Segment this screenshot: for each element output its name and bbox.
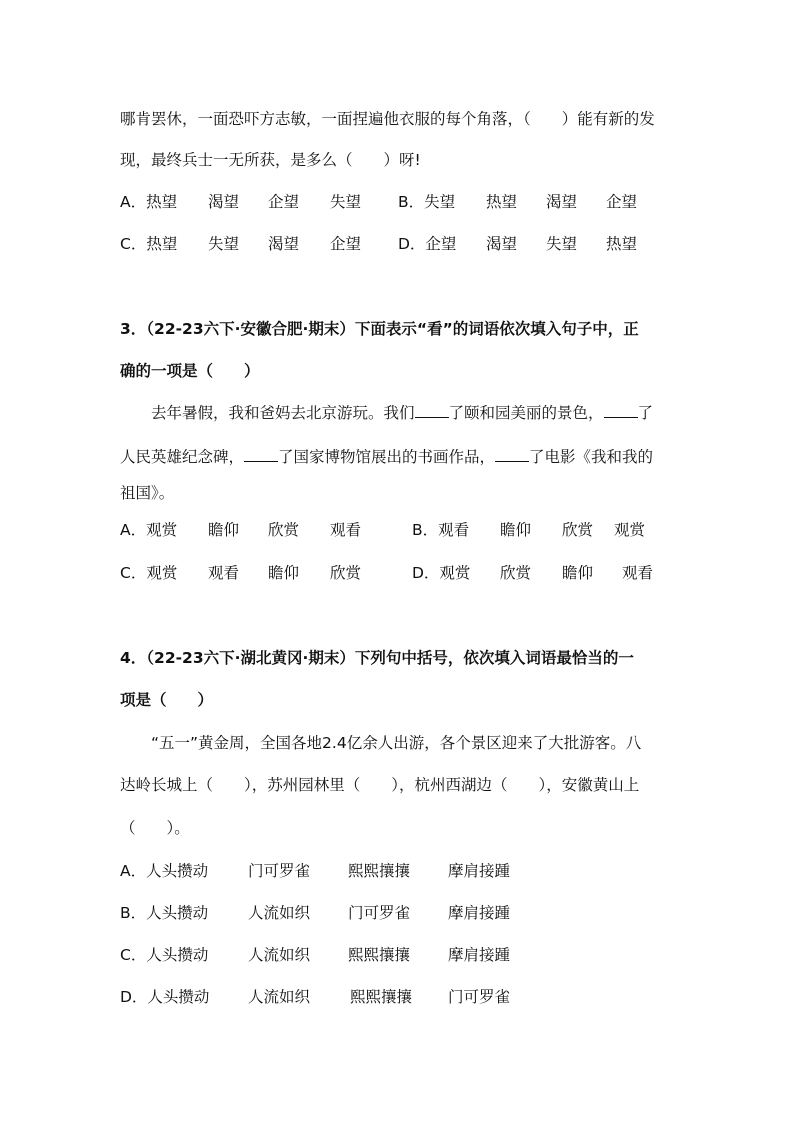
q3-option-b-word-2: 瞻仰 bbox=[500, 521, 532, 539]
q4-passage-line-2: 达岭长城上（ ），苏州园林里（ ），杭州西湖边（ ），安徽黄山上 bbox=[120, 776, 640, 794]
q3-passage-text-2: 了颐和园美丽的景色， bbox=[448, 404, 604, 422]
q2-option-a-word-3: 企望 bbox=[268, 193, 300, 211]
q4-option-b-word-3: 门可罗雀 bbox=[348, 904, 411, 922]
q3-blank-1[interactable] bbox=[415, 403, 449, 418]
q3-passage-text-1: 去年暑假，我和爸妈去北京游玩。我们 bbox=[151, 404, 415, 422]
q4-option-c-word-3: 熙熙攘攘 bbox=[348, 946, 411, 964]
q3-option-d-word-2: 欣赏 bbox=[500, 564, 532, 582]
q3-option-c[interactable]: C．观赏 bbox=[120, 564, 178, 582]
q4-passage-text-1: “五一”黄金周，全国各地2.4亿余人出游，各个景区迎来了大批游客。八 bbox=[151, 734, 642, 752]
q2-stem-line-1: 哪肯罢休，一面恐吓方志敏，一面捏遍他衣服的每个角落，（ ）能有新的发 bbox=[120, 110, 655, 128]
q4-title-line-1: 4．（22-23六下·湖北黄冈·期末）下列句中括号，依次填入词语最恰当的一 bbox=[120, 649, 634, 667]
q3-blank-3[interactable] bbox=[244, 447, 278, 462]
q4-option-b-word-2: 人流如织 bbox=[248, 904, 311, 922]
q3-option-c-word-4: 欣赏 bbox=[330, 564, 362, 582]
q4-option-d[interactable]: D．人头攒动 bbox=[120, 988, 210, 1006]
q3-title-line-2: 确的一项是（ ） bbox=[120, 362, 260, 380]
q3-option-b-word-3: 欣赏 bbox=[562, 521, 594, 539]
q3-passage-line-1 bbox=[120, 403, 680, 423]
q3-option-c-word-3: 瞻仰 bbox=[268, 564, 300, 582]
q3-option-a-word-2: 瞻仰 bbox=[208, 521, 240, 539]
q4-option-d-word-4: 门可罗雀 bbox=[448, 988, 511, 1006]
q3-passage-text-3: 了 bbox=[637, 404, 654, 422]
q4-option-d-word-2: 人流如织 bbox=[248, 988, 311, 1006]
q3-passage-line-2 bbox=[120, 447, 680, 467]
q4-passage-line-3: （ ）。 bbox=[120, 819, 190, 837]
q2-option-d-word-4: 热望 bbox=[606, 235, 638, 253]
q2-option-a[interactable]: A．热望 bbox=[120, 193, 178, 211]
q3-passage-text-6: 了电影《我和我的 bbox=[529, 448, 654, 466]
q2-option-d-word-3: 失望 bbox=[546, 235, 578, 253]
q3-passage-line-3: 祖国》。 bbox=[120, 484, 175, 502]
q2-option-a-word-4: 失望 bbox=[330, 193, 362, 211]
q4-passage-line-1 bbox=[120, 733, 680, 753]
q2-option-d-word-2: 渴望 bbox=[486, 235, 518, 253]
q4-option-b-word-4: 摩肩接踵 bbox=[448, 904, 511, 922]
q2-option-c[interactable]: C．热望 bbox=[120, 235, 178, 253]
q3-option-d-word-3: 瞻仰 bbox=[562, 564, 594, 582]
q3-blank-4[interactable] bbox=[495, 447, 529, 462]
q3-option-a-word-3: 欣赏 bbox=[268, 521, 300, 539]
q3-option-b[interactable]: B．观看 bbox=[412, 521, 470, 539]
q2-stem-line-2: 现，最终兵士一无所获，是多么（ ）呀! bbox=[120, 151, 421, 169]
q3-title-line-1: 3．（22-23六下·安徽合肥·期末）下面表示“看”的词语依次填入句子中，正 bbox=[120, 320, 639, 338]
q3-option-b-word-4: 观赏 bbox=[614, 521, 646, 539]
q2-option-b-word-2: 热望 bbox=[486, 193, 518, 211]
q3-option-a[interactable]: A．观赏 bbox=[120, 521, 178, 539]
q3-option-c-word-2: 观看 bbox=[208, 564, 240, 582]
q4-title-line-2: 项是（ ） bbox=[120, 691, 214, 709]
q3-passage-text-5: 了国家博物馆展出的书画作品， bbox=[278, 448, 496, 466]
q4-option-a-word-4: 摩肩接踵 bbox=[448, 862, 511, 880]
q2-option-a-word-2: 渴望 bbox=[208, 193, 240, 211]
q3-option-a-word-4: 观看 bbox=[330, 521, 362, 539]
q4-option-d-word-3: 熙熙攘攘 bbox=[350, 988, 413, 1006]
q3-option-d-word-4: 观看 bbox=[622, 564, 654, 582]
q3-option-d[interactable]: D．观赏 bbox=[412, 564, 471, 582]
q2-option-b-word-3: 渴望 bbox=[546, 193, 578, 211]
q3-passage-text-4: 人民英雄纪念碑， bbox=[120, 448, 245, 466]
q2-option-c-word-3: 渴望 bbox=[268, 235, 300, 253]
q2-option-b[interactable]: B．失望 bbox=[398, 193, 456, 211]
q4-option-a-word-2: 门可罗雀 bbox=[248, 862, 311, 880]
q4-option-c-word-2: 人流如织 bbox=[248, 946, 311, 964]
q2-option-c-word-4: 企望 bbox=[330, 235, 362, 253]
q4-option-c-word-4: 摩肩接踵 bbox=[448, 946, 511, 964]
q4-option-c[interactable]: C．人头攒动 bbox=[120, 946, 209, 964]
q3-blank-2[interactable] bbox=[604, 403, 638, 418]
q2-option-d[interactable]: D．企望 bbox=[398, 235, 457, 253]
q4-option-b[interactable]: B．人头攒动 bbox=[120, 904, 209, 922]
q2-option-b-word-4: 企望 bbox=[606, 193, 638, 211]
q4-option-a-word-3: 熙熙攘攘 bbox=[348, 862, 411, 880]
q4-option-a[interactable]: A．人头攒动 bbox=[120, 862, 209, 880]
q2-option-c-word-2: 失望 bbox=[208, 235, 240, 253]
